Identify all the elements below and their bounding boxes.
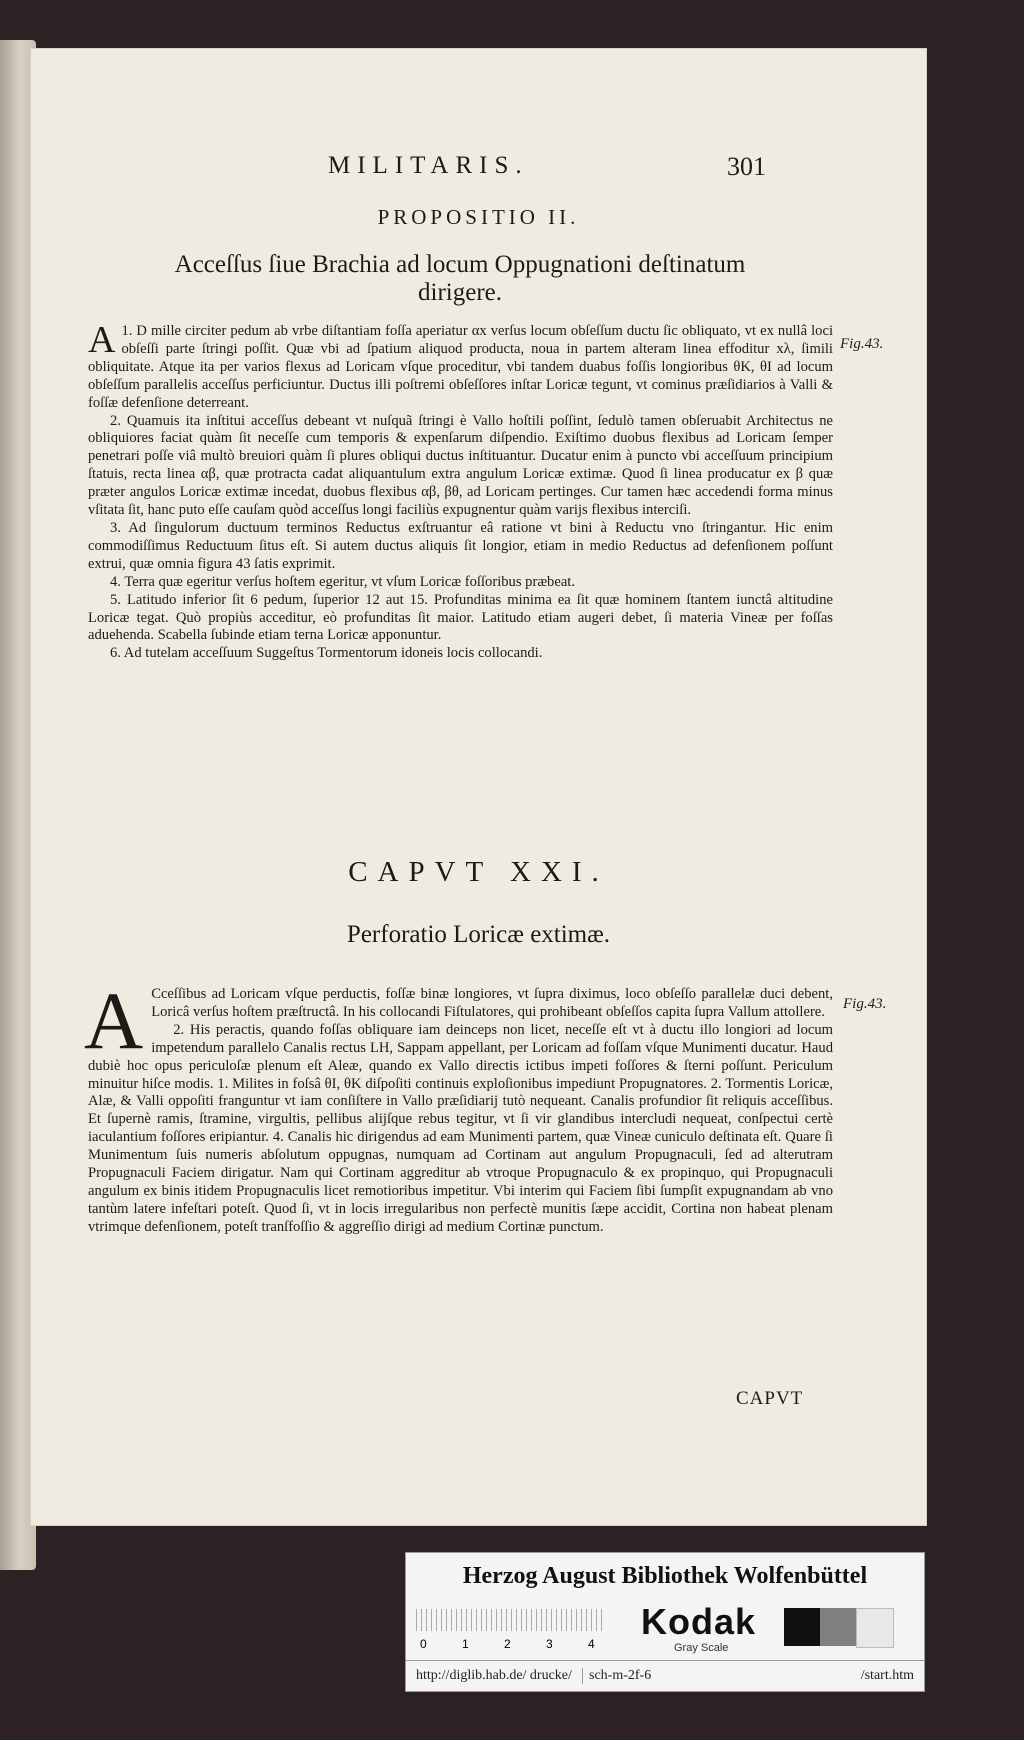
catchword: CAPVT <box>736 1388 804 1409</box>
drop-cap: A <box>88 319 116 361</box>
scale-number: 0 <box>420 1637 427 1651</box>
running-head <box>30 152 927 192</box>
gray-scale-label: Gray Scale <box>674 1642 729 1654</box>
page-number: 301 <box>727 152 766 181</box>
card-divider <box>406 1660 924 1661</box>
chapter-title: Perforatio Loricæ extimæ. <box>346 921 611 948</box>
paragraph-3: 3. Ad ſingulorum ductuum terminos Reductus exſtruantur eâ ratione vt bini à Reductu vno ſtringantur. Hic enim commodiſſimus Reductuum ſitus eſt. Si autem ductus aliquis ſit longior, etiam in medio Reductus ad defenſionem poſſunt extrui, quæ omnia figura 43 ſatis exprimit. <box>88 519 833 572</box>
scale-number: 1 <box>462 1637 469 1651</box>
proposition-heading: PROPOSITIO II. <box>377 205 580 229</box>
running-title: MILITARIS. <box>328 152 529 179</box>
scale-number: 3 <box>546 1637 553 1651</box>
url-base: http://diglib.hab.de/ drucke/ <box>416 1668 572 1683</box>
chapter-body <box>84 975 833 1237</box>
paragraph-4: 4. Terra quæ egeritur verſus hoſtem egeritur, vt vſum Loricæ foſſoribus præbeat. <box>110 573 576 590</box>
gray-swatch-black <box>784 1608 820 1646</box>
url-id: sch-m-2f-6 <box>582 1668 651 1684</box>
paragraph-8: 2. His peractis, quando foſſas obliquare iam deinceps non licet, neceſſe eſt vt à ductu illo longiori ad locum impetendum parallelo Canalis rectus LH, Sappam appellant, per Loricam ad foſſam vſque Munimenti ducatur. Haud dubiè hoc opus periculoſæ plenum eſt Aleæ, quando ex Vallo directis ictibus impeti foſſores & ſterni poſſunt. Periculum minuitur hiſce modis. 1. Milites in foſsâ θI, θK diſpoſiti continuis exploſionibus impediunt Propugnatores. 2. Tormentis Loricæ, Alæ, & Valli oppoſiti franguntur vt iam conſiſtere in Vallo præſidiarij tutò nequeant. Canalis profundior ſit reliquis acceſſibus. Et ſupernè ramis, ſtramine, virgultis, pellibus alijſque rebus tegitur, vt ſi vir glandibus intercludi nequeat, conſpectui certè iaculantium foſſores eripiantur. 4. Canalis hic dirigendus ad eam Munimenti partem, quæ Vineæ cuniculo deſtinata eſt. Quare ſi Munimentum ſuis numeris abſolutum oppugnas, numquam ad Cortinam aut angulum Propugnaculi, ſed ad alterutram Propugnaculi Faciem dirigatur. Nam qui Cortinam aggreditur ab vtroque Propugnaculo & ex propinquo, qui Propugnaculi angulum ex binis itidem Propugnaculis licet remotioribus impetitur. Vbi interim qui Faciem ſibi ſumpſit expugnandam ab vno tantùm latere infeſtari poteſt. Quod ſi, vt in locis irregularibus non perfectè munitis ſæpe accidit, Cortina non habeat plenam vtrimque defenſionem, poteſt tranſfoſſio & aggreſſio dirigi ad medium Cortinæ punctum. <box>88 1021 833 1235</box>
drop-cap: A <box>84 975 144 1066</box>
gray-swatch-light <box>856 1608 894 1648</box>
paragraph-1: A 1. D mille circiter pedum ab vrbe diſtantiam foſſa aperiatur αx verſus locum obſeſſum ductu ſic obliquato, vt ex nullâ loci obſeſſi parte ſtringi poſſit. Quæ vbi ad ſpatium aliquod producta, noua in partem alteram linea effoditur xλ, ſimili obliquitate. Atque ita per varios flexus ad Loricam vſque proceditur, vbi tandem duabus foſſis longioribus θK, θI ad locum obſeſſum parallelis acceſſus perficiuntur. Ductus illi poſtremi obſeſſores inſtar Loricæ tegunt, vt cominus præſidiarios à Valli & foſſæ defenſione deterreant. <box>88 319 833 411</box>
library-color-card <box>405 1552 925 1692</box>
gray-swatch-mid <box>820 1608 856 1646</box>
paragraph-6: 6. Ad tutelam acceſſuum Suggeſtus Tormentorum idoneis locis collocandi. <box>110 645 543 662</box>
margin-note-figure: Fig.43. <box>840 336 884 352</box>
margin-note-figure: Fig.43. <box>843 996 887 1012</box>
chapter-heading: CAPVT XXI. <box>348 856 609 888</box>
paragraph-2: 2. Quamuis ita inſtitui acceſſus debeant vt nuſquã ſtringi è Vallo hoſtili poſſint, ſedulò tamen obſeruabit Architectus ne obliquiores faciat quàm ſit neceſſe cum temporis & expenſarum diſpendio. Exiſtimo duobus flexibus ad Loricam ſemper penetrari poſſe viâ multò breuiori quàm ſi plures obliqui ductus inſtituantur. Ducatur enim à puncto vbi acceſſuum principium ſtatuis, recta linea αβ, quæ protracta cadat aliquantulum extra angulum Loricæ extimæ. Quod ſi linea producatur ex β quæ præter angulos Loricæ extimæ incedat, duobus flexibus αβ, βθ, ad Loricam pertinges. Cur tamen hæc accedendi forma minus vſitata ſit, hanc puto eſſe cauſam quòd acceſſus longi faciliùs expugnentur quàm varijs flexibus interciſi. <box>88 412 833 519</box>
scale-number: 4 <box>588 1637 595 1651</box>
scale-number: 2 <box>504 1637 511 1651</box>
url-end: /start.htm <box>860 1668 914 1683</box>
kodak-logo: Kodak <box>641 1601 757 1642</box>
book-page <box>30 48 927 1526</box>
library-name: Herzog August Bibliothek Wolfenbüttel <box>462 1563 868 1589</box>
proposition-body <box>88 319 833 663</box>
proposition-title: Acceſſus ſiue Brachia ad locum Oppugnationi deſtinatum dirigere. <box>174 251 746 306</box>
scale-ruler <box>416 1609 606 1631</box>
paragraph-5: 5. Latitudo inferior ſit 6 pedum, ſuperior 12 aut 15. Profunditas minima ea ſit quæ hominem ſtantem iunctâ altitudine Loricæ tegat. Quò propiùs acceditur, eò profunditas ſit maior. Latitudo etiam augeri debet, ſi materia Vineæ per foſſas aduehenda. Scabella ſubinde etiam terna Loricæ apponuntur. <box>88 591 833 644</box>
paragraph-7: A Cceſſibus ad Loricam vſque perductis, foſſæ binæ longiores, vt ſupra diximus, loco obſeſſo parallelæ duci debent, Loricâ verſus hoſtem præſtructâ. In his collocandi Fiſtulatores, qui prohibeant obſeſſos capita ſupra Vallum attollere. <box>84 975 833 1066</box>
